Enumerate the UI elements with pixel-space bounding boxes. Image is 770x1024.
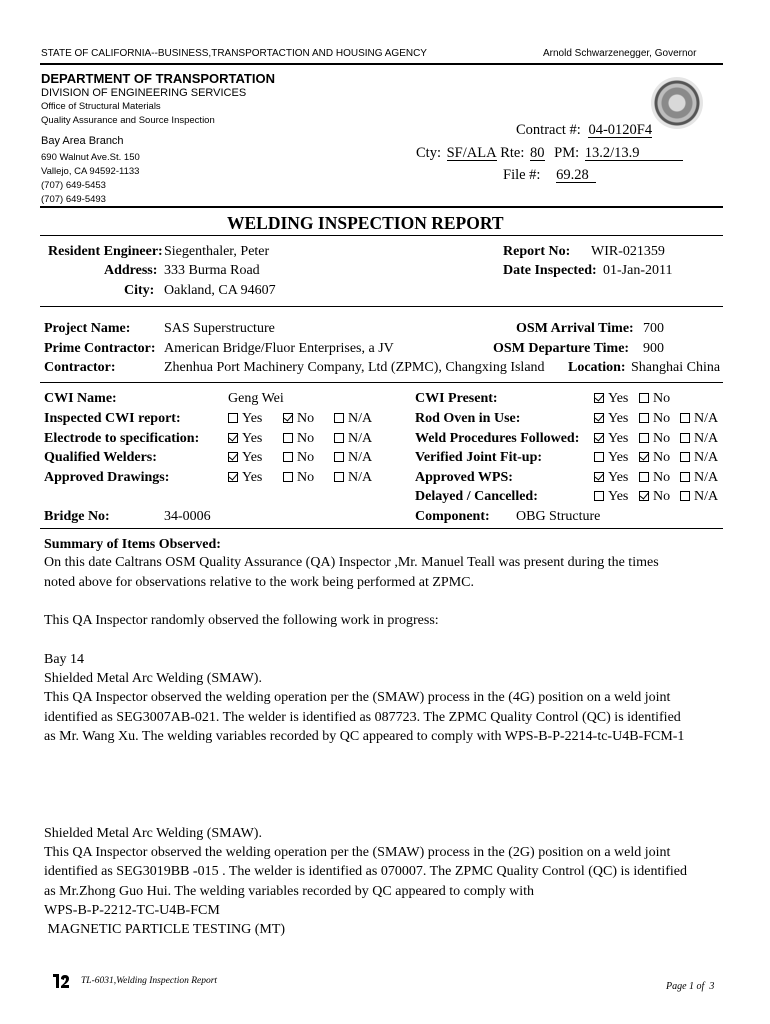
division-name: DIVISION OF ENGINEERING SERVICES bbox=[41, 87, 247, 99]
electrode-label: Electrode to specification: bbox=[44, 431, 200, 446]
electrode-no-checkbox[interactable] bbox=[283, 433, 293, 443]
branch-name: Bay Area Branch bbox=[41, 135, 124, 147]
present-no-checkbox[interactable] bbox=[639, 393, 649, 403]
osm-arrival-label: OSM Arrival Time: bbox=[516, 321, 634, 336]
date-inspected-label: Date Inspected: bbox=[503, 263, 597, 278]
file-value: 69.28 bbox=[556, 168, 596, 183]
no-label: No bbox=[297, 450, 315, 465]
cty-label: Cty: bbox=[416, 145, 441, 161]
contract-label: Contract #: bbox=[516, 122, 581, 138]
yes-label: Yes bbox=[242, 411, 263, 426]
inspected-yes-checkbox[interactable] bbox=[228, 413, 238, 423]
procedures-na-checkbox[interactable] bbox=[680, 433, 690, 443]
qualified-welders-label: Qualified Welders: bbox=[44, 450, 157, 465]
file-label: File #: bbox=[503, 167, 541, 183]
branch-phone-1: (707) 649-5453 bbox=[41, 180, 106, 191]
smaw-1-line-2: identified as SEG3007AB-021. The welder is identified as 087723. The ZPMC Quality Control (QC) is identified bbox=[44, 710, 681, 725]
no-label: No bbox=[653, 470, 671, 485]
no-label: No bbox=[653, 391, 671, 406]
welders-no-checkbox[interactable] bbox=[283, 452, 293, 462]
no-label: No bbox=[653, 489, 671, 504]
title-underline bbox=[40, 235, 723, 236]
location-value: Shanghai China bbox=[631, 360, 721, 375]
yes-label: Yes bbox=[608, 431, 629, 446]
na-label: N/A bbox=[694, 450, 719, 465]
approved-wps-label: Approved WPS: bbox=[415, 470, 513, 485]
pm-value: 13.2/13.9 bbox=[585, 146, 683, 161]
rod-oven-label: Rod Oven in Use: bbox=[415, 411, 521, 426]
na-label: N/A bbox=[694, 411, 719, 426]
date-inspected-value: 01-Jan-2011 bbox=[603, 263, 673, 278]
osm-arrival-value: 700 bbox=[643, 321, 664, 336]
component-label: Component: bbox=[415, 509, 490, 524]
procedures-no-checkbox[interactable] bbox=[639, 433, 649, 443]
approved-drawings-label: Approved Drawings: bbox=[44, 470, 170, 485]
inspected-no-checkbox[interactable] bbox=[283, 413, 293, 423]
smaw-2-line-2: identified as SEG3019BB -015 . The welder is identified as 070007. The ZPMC Quality Control (QC) is identified bbox=[44, 864, 688, 879]
summary-heading: Summary of Items Observed: bbox=[44, 537, 221, 552]
report-no-value: WIR-021359 bbox=[591, 244, 665, 259]
office-line-1: Office of Structural Materials bbox=[41, 101, 161, 112]
summary-paragraph-1-line-2: noted above for observations relative to the work being performed at ZPMC. bbox=[44, 575, 474, 590]
prime-contractor-label: Prime Contractor: bbox=[44, 341, 156, 356]
project-rule bbox=[40, 382, 723, 383]
route-row bbox=[416, 145, 683, 162]
branch-phone-2: (707) 649-5493 bbox=[41, 194, 106, 205]
wps-yes-checkbox[interactable] bbox=[594, 472, 604, 482]
wps-no-checkbox[interactable] bbox=[639, 472, 649, 482]
electrode-options bbox=[228, 431, 372, 447]
smaw-heading-2: Shielded Metal Arc Welding (SMAW). bbox=[44, 826, 262, 841]
title-rule bbox=[40, 206, 723, 208]
drawings-no-checkbox[interactable] bbox=[283, 472, 293, 482]
procedures-yes-checkbox[interactable] bbox=[594, 433, 604, 443]
na-label: N/A bbox=[348, 411, 373, 426]
cwi-rule bbox=[40, 528, 723, 529]
smaw-2-line-3: as Mr.Zhong Guo Hui. The welding variables recorded by QC appeared to comply with bbox=[44, 884, 535, 899]
yes-label: Yes bbox=[242, 450, 263, 465]
na-label: N/A bbox=[348, 450, 373, 465]
no-label: No bbox=[653, 450, 671, 465]
report-title: WELDING INSPECTION REPORT bbox=[227, 213, 504, 233]
yes-label: Yes bbox=[608, 391, 629, 406]
branch-address-2: Vallejo, CA 94592-1133 bbox=[41, 166, 140, 177]
approved-drawings-options bbox=[228, 470, 372, 486]
joint-fitup-options bbox=[594, 450, 718, 466]
yes-label: Yes bbox=[242, 470, 263, 485]
na-label: N/A bbox=[694, 489, 719, 504]
welders-na-checkbox[interactable] bbox=[334, 452, 344, 462]
smaw-1-line-1: This QA Inspector observed the welding operation per the (SMAW) process in the (4G) position on a weld joint bbox=[44, 690, 671, 705]
weld-procedures-options bbox=[594, 431, 718, 447]
no-label: No bbox=[297, 431, 315, 446]
project-name-value: SAS Superstructure bbox=[164, 321, 275, 336]
governor-header: Arnold Schwarzenegger, Governor bbox=[543, 48, 697, 59]
drawings-yes-checkbox[interactable] bbox=[228, 472, 238, 482]
rod-no-checkbox[interactable] bbox=[639, 413, 649, 423]
smaw-2-line-4: WPS-B-P-2212-TC-U4B-FCM bbox=[44, 903, 220, 918]
contractor-label: Contractor: bbox=[44, 360, 116, 375]
rte-label: Rte: bbox=[500, 145, 525, 161]
form-number: TL-6031,Welding Inspection Report bbox=[81, 976, 218, 986]
wps-na-checkbox[interactable] bbox=[680, 472, 690, 482]
prime-contractor-value: American Bridge/Fluor Enterprises, a JV bbox=[164, 341, 394, 356]
component-value: OBG Structure bbox=[516, 509, 601, 524]
bay-label: Bay 14 bbox=[44, 652, 85, 667]
approved-wps-options bbox=[594, 470, 718, 486]
na-label: N/A bbox=[694, 431, 719, 446]
bridge-no-label: Bridge No: bbox=[44, 509, 110, 524]
cty-value: SF/ALA bbox=[446, 145, 497, 161]
welders-yes-checkbox[interactable] bbox=[228, 452, 238, 462]
page-number: Page 1 of 3 bbox=[666, 981, 715, 992]
address-value: 333 Burma Road bbox=[164, 263, 260, 278]
drawings-na-checkbox[interactable] bbox=[334, 472, 344, 482]
office-line-2: Quality Assurance and Source Inspection bbox=[41, 115, 215, 126]
yes-label: Yes bbox=[608, 450, 629, 465]
delayed-yes-checkbox[interactable] bbox=[594, 491, 604, 501]
location-label: Location: bbox=[568, 360, 626, 375]
weld-procedures-label: Weld Procedures Followed: bbox=[415, 431, 580, 446]
address-label: Address: bbox=[104, 263, 158, 278]
delayed-na-checkbox[interactable] bbox=[680, 491, 690, 501]
city-label: City: bbox=[124, 283, 155, 298]
yes-label: Yes bbox=[242, 431, 263, 446]
engineer-rule bbox=[40, 306, 723, 307]
fitup-yes-checkbox[interactable] bbox=[594, 452, 604, 462]
cwi-name-label: CWI Name: bbox=[44, 391, 117, 406]
present-yes-checkbox[interactable] bbox=[594, 393, 604, 403]
contract-value: 04-0120F4 bbox=[588, 122, 653, 138]
branch-address-1: 690 Walnut Ave.St. 150 bbox=[41, 152, 140, 163]
rod-yes-checkbox[interactable] bbox=[594, 413, 604, 423]
smaw-1-line-3: as Mr. Wang Xu. The welding variables recorded by QC appeared to comply with WPS-B-P-2214-tc-U4B-FCM-1 bbox=[44, 729, 685, 744]
cwi-present-label: CWI Present: bbox=[415, 391, 498, 406]
rod-na-checkbox[interactable] bbox=[680, 413, 690, 423]
header-rule bbox=[40, 63, 723, 65]
osm-departure-label: OSM Departure Time: bbox=[493, 341, 630, 356]
smaw-heading-1: Shielded Metal Arc Welding (SMAW). bbox=[44, 671, 262, 686]
no-label: No bbox=[297, 470, 315, 485]
inspected-cwi-report-label: Inspected CWI report: bbox=[44, 411, 181, 426]
no-label: No bbox=[653, 431, 671, 446]
report-no-label: Report No: bbox=[503, 244, 571, 259]
cwi-name-value: Geng Wei bbox=[228, 391, 284, 406]
na-label: N/A bbox=[348, 431, 373, 446]
contract-number-row bbox=[516, 122, 652, 139]
resident-engineer-label: Resident Engineer: bbox=[48, 244, 163, 259]
inspected-na-checkbox[interactable] bbox=[334, 413, 344, 423]
state-seal-icon bbox=[651, 77, 703, 129]
no-label: No bbox=[653, 411, 671, 426]
delayed-cancelled-label: Delayed / Cancelled: bbox=[415, 489, 538, 504]
electrode-yes-checkbox[interactable] bbox=[228, 433, 238, 443]
inspected-cwi-report-options bbox=[228, 411, 372, 427]
rte-value: 80 bbox=[530, 145, 545, 161]
bridge-no-value: 34-0006 bbox=[164, 509, 211, 524]
qualified-welders-options bbox=[228, 450, 372, 466]
project-name-label: Project Name: bbox=[44, 321, 131, 336]
city-value: Oakland, CA 94607 bbox=[164, 283, 276, 298]
yes-label: Yes bbox=[608, 470, 629, 485]
summary-paragraph-2: This QA Inspector randomly observed the following work in progress: bbox=[44, 613, 439, 628]
delayed-no-checkbox[interactable] bbox=[639, 491, 649, 501]
no-label: No bbox=[297, 411, 315, 426]
pm-label: PM: bbox=[554, 145, 580, 161]
osm-departure-value: 900 bbox=[643, 341, 664, 356]
fitup-no-checkbox[interactable] bbox=[639, 452, 649, 462]
smaw-2-line-1: This QA Inspector observed the welding operation per the (SMAW) process in the (2G) position on a weld joint bbox=[44, 845, 671, 860]
caltrans-logo-icon bbox=[51, 971, 71, 991]
yes-label: Yes bbox=[608, 411, 629, 426]
agency-header: STATE OF CALIFORNIA--BUSINESS,TRANSPORTACTION AND HOUSING AGENCY bbox=[41, 48, 427, 59]
summary-paragraph-1-line-1: On this date Caltrans OSM Quality Assurance (QA) Inspector ,Mr. Manuel Teall was present during the times bbox=[44, 555, 659, 570]
resident-engineer-value: Siegenthaler, Peter bbox=[164, 244, 270, 259]
yes-label: Yes bbox=[608, 489, 629, 504]
na-label: N/A bbox=[694, 470, 719, 485]
delayed-cancelled-options bbox=[594, 489, 718, 505]
joint-fitup-label: Verified Joint Fit-up: bbox=[415, 450, 543, 465]
file-number-row bbox=[503, 167, 596, 184]
cwi-present-options bbox=[594, 391, 670, 407]
contractor-value: Zhenhua Port Machinery Company, Ltd (ZPMC), Changxing Island bbox=[164, 360, 545, 375]
electrode-na-checkbox[interactable] bbox=[334, 433, 344, 443]
na-label: N/A bbox=[348, 470, 373, 485]
mt-heading: MAGNETIC PARTICLE TESTING (MT) bbox=[44, 922, 286, 937]
department-name: DEPARTMENT OF TRANSPORTATION bbox=[41, 71, 275, 86]
rod-oven-options bbox=[594, 411, 718, 427]
fitup-na-checkbox[interactable] bbox=[680, 452, 690, 462]
